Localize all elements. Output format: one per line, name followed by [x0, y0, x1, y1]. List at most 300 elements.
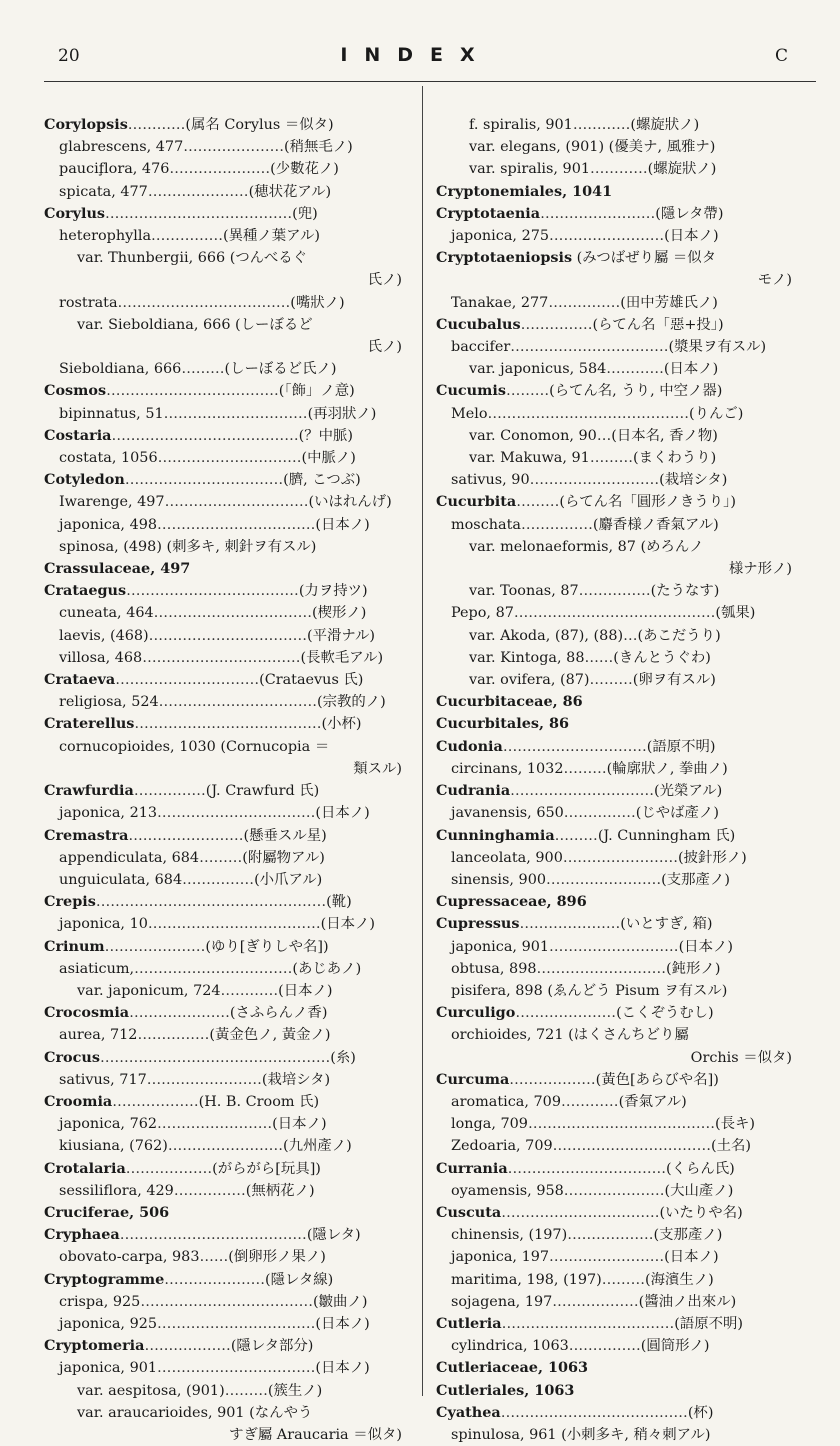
index-entry: [436, 1269, 792, 1291]
entry-gloss: (あじあノ): [292, 960, 362, 977]
index-entry: [436, 1180, 792, 1202]
entry-gloss: (宗教的ノ): [316, 694, 386, 711]
index-heading: [44, 825, 402, 847]
index-heading: [436, 713, 792, 735]
entry-gloss-continued: Orchis ＝似タ): [690, 1049, 792, 1066]
index-heading: [44, 114, 402, 136]
entry-term: Cutleriales, 1063: [436, 1381, 575, 1399]
index-entry: [436, 625, 792, 647]
dot-leader: …………………: [515, 1005, 617, 1022]
entry-term: Crepis: [44, 893, 96, 911]
entry-term: var. Akoda, (87), (88): [469, 627, 624, 644]
entry-gloss: (日本ノ): [315, 1315, 370, 1332]
entry-gloss: (平滑ナル): [306, 627, 376, 644]
dot-leader: …………………………………: [119, 1227, 307, 1244]
entry-term: Crocosmia: [44, 1004, 130, 1022]
entry-gloss: (披針形ノ): [677, 849, 747, 866]
entry-gloss: (少數花ノ): [270, 161, 339, 178]
index-entry: [44, 514, 402, 536]
entry-term: sinensis, 900: [451, 871, 547, 888]
dot-leader: ……………………………: [501, 1204, 660, 1221]
entry-gloss: (きんとうぐわ): [613, 649, 711, 666]
dot-leader: ………………: [552, 1293, 639, 1310]
dot-leader: ……………: [182, 871, 255, 888]
entry-term: Cucurbitales, 86: [436, 715, 569, 733]
index-entry: [436, 602, 792, 624]
index-entry: [436, 1091, 792, 1113]
dot-leader: ………: [601, 1271, 645, 1288]
dot-leader: ……: [199, 1249, 229, 1266]
entry-gloss-continued: 氏ノ): [367, 339, 402, 356]
entry-gloss: (さふらんノ香): [229, 1005, 328, 1022]
entry-term: Cutleriaceae, 1063: [436, 1359, 589, 1377]
entry-gloss: (属名 Corylus ＝似タ): [185, 117, 334, 133]
dot-leader: ………: [554, 827, 598, 844]
index-entry: [44, 625, 402, 647]
dot-leader: ………: [224, 1382, 268, 1399]
index-entry: [436, 469, 792, 491]
index-heading: [44, 891, 402, 913]
entry-term: var. spiralis, 901: [469, 161, 591, 178]
index-entry: [44, 136, 402, 158]
index-heading: [436, 203, 792, 225]
entry-gloss: (鈍形ノ): [666, 960, 721, 977]
entry-term: heterophylla: [59, 228, 152, 245]
entry-gloss: (稍無毛ノ): [283, 139, 353, 156]
dot-leader: …………: [220, 982, 279, 999]
index-entry: [44, 1069, 402, 1091]
index-heading: [44, 1002, 402, 1024]
entry-gloss: (輪廓狀ノ, 拳曲ノ): [606, 760, 728, 777]
entry-term: Costaria: [44, 426, 112, 444]
entry-term: japonica, 213: [59, 805, 158, 822]
index-heading: [436, 891, 792, 913]
index-entry: [44, 181, 402, 203]
dot-leader: ………………: [144, 1338, 231, 1355]
entry-gloss: (日本ノ): [272, 1116, 327, 1133]
index-heading: [436, 1357, 792, 1379]
index-heading: [44, 936, 402, 958]
entry-term: aromatica, 709: [451, 1093, 561, 1110]
entry-term: longa, 709: [451, 1116, 528, 1133]
entry-gloss: (ゆり[ぎりしや名]): [205, 938, 329, 955]
entry-term: var. Sieboldiana, 666: [77, 316, 231, 333]
index-heading: [436, 1202, 792, 1224]
dot-leader: ……………………: [167, 1138, 283, 1155]
entry-gloss: (漿果ヲ有スル): [668, 339, 767, 356]
entry-gloss: (中脈ノ): [301, 450, 356, 467]
entry-term: japonica, 901: [451, 938, 550, 955]
entry-gloss: (麝香様ノ香氣アル): [592, 516, 719, 533]
entry-gloss: (日本ノ): [315, 516, 370, 533]
entry-term: japonica, 275: [451, 228, 550, 245]
dot-leader: …………………………: [502, 738, 647, 755]
entry-term: Croomia: [44, 1092, 113, 1110]
entry-gloss: (刺多キ, 刺針ヲ有スル): [166, 538, 317, 555]
entry-gloss: (「飾」ノ意): [278, 383, 355, 400]
entry-term: Cremastra: [44, 826, 129, 844]
entry-term: sativus, 717: [59, 1071, 147, 1088]
entry-gloss: (まくわうり): [633, 450, 717, 467]
index-entry: [436, 336, 792, 358]
entry-gloss: (こくぞうむし): [616, 1005, 714, 1022]
index-entry: [44, 1135, 402, 1157]
dot-leader: ……………: [137, 1027, 210, 1044]
index-entry: [44, 602, 402, 624]
index-entry: [44, 1380, 402, 1402]
entry-term: Crataegus: [44, 582, 127, 600]
entry-gloss: (靴): [326, 894, 352, 911]
dot-leader: ………………………………: [106, 383, 279, 400]
entry-gloss: (H. B. Croom 氏): [198, 1093, 320, 1110]
entry-gloss: (支那產ノ): [661, 871, 730, 888]
index-entry: [44, 292, 402, 314]
entry-gloss: (臍, こつぶ): [283, 472, 361, 489]
entry-gloss: (めろんノ: [640, 538, 704, 555]
entry-term: Cryptotaeniopsis: [436, 249, 573, 267]
header-rule: [44, 81, 816, 82]
dot-leader: ………………………………: [126, 583, 299, 600]
entry-gloss: (倒卵形ノ果ノ): [228, 1249, 326, 1266]
index-entry: [436, 869, 792, 891]
dot-leader: …………: [606, 361, 664, 378]
dot-leader: ……………………………: [157, 1360, 316, 1377]
entry-gloss: (栽培シタ): [659, 472, 728, 489]
page-title: INDEX: [340, 44, 492, 66]
index-heading: [44, 558, 402, 580]
index-column-right: [436, 114, 792, 1446]
index-entry: [44, 536, 402, 558]
dot-leader: ……………: [151, 228, 223, 245]
entry-term: costata, 1056: [59, 450, 158, 467]
dot-leader: ………………………………: [501, 1315, 675, 1332]
entry-term: circinans, 1032: [451, 760, 564, 777]
entry-gloss: (いはれんげ): [308, 494, 392, 511]
dot-leader: …………………………………………: [95, 894, 327, 911]
column-divider: [422, 86, 423, 1396]
entry-term: Crocus: [44, 1048, 100, 1066]
entry-term: var. Makuwa, 91: [469, 450, 590, 467]
index-entry: [436, 1224, 792, 1246]
entry-gloss-continued: 類スル): [353, 760, 402, 777]
dot-leader: …………………………: [510, 783, 655, 800]
dot-leader: …: [623, 627, 638, 644]
entry-term: Sieboldiana, 666: [59, 361, 182, 378]
dot-leader: ……: [584, 649, 614, 666]
index-entry: [44, 736, 402, 780]
entry-term: Crataeva: [44, 671, 116, 689]
entry-term: var. Kintoga, 88: [469, 649, 585, 666]
entry-gloss: (みつばぜり屬 ＝似タ: [576, 250, 717, 267]
entry-term: Corylopsis: [44, 116, 128, 133]
entry-gloss: (螺旋狀ノ): [630, 117, 700, 133]
dot-leader: …: [596, 427, 612, 444]
index-entry: [436, 758, 792, 780]
dot-leader: ………: [563, 760, 607, 777]
entry-gloss: (いたりや名): [659, 1204, 743, 1221]
entry-term: Cosmos: [44, 382, 107, 400]
index-entry: [44, 869, 402, 891]
entry-term: obtusa, 898: [451, 960, 537, 977]
index-heading: [436, 1158, 792, 1180]
entry-term: Zedoaria, 709: [451, 1138, 553, 1155]
page-header: [44, 44, 788, 74]
index-heading: [44, 669, 402, 691]
entry-gloss: (圓筒形ノ): [640, 1338, 710, 1355]
entry-term: var. elegans, (901): [469, 139, 605, 156]
entry-gloss: (嘴狀ノ): [290, 294, 345, 311]
entry-gloss: (日本ノ): [664, 1249, 719, 1266]
dot-leader: …………………………………: [134, 716, 322, 733]
index-heading: [436, 913, 792, 935]
index-heading: [44, 1335, 402, 1357]
entry-gloss: (隱レタ): [306, 1227, 361, 1244]
index-entry: [436, 536, 792, 580]
entry-term: cornucopioides, 1030: [59, 738, 216, 755]
entry-gloss: (ゑんどう Pisum ヲ有スル): [547, 982, 728, 999]
index-heading: [436, 491, 792, 513]
entry-term: var. Toonas, 87: [469, 583, 579, 600]
entry-term: var. aespitosa, (901): [77, 1382, 225, 1399]
entry-gloss: (日本名, 香ノ物): [611, 427, 718, 444]
dot-leader: ……………: [578, 583, 651, 600]
entry-gloss: (簇生ノ): [267, 1382, 323, 1399]
entry-gloss-continued: 氏ノ): [367, 272, 402, 289]
entry-term: var. Conomon, 90: [469, 427, 597, 444]
index-entry: [44, 691, 402, 713]
entry-gloss: (？中脈): [298, 427, 353, 444]
dot-leader: ……………: [133, 783, 206, 800]
index-heading: [436, 314, 792, 336]
entry-gloss: (らてん名「惡+投」): [592, 316, 724, 333]
entry-gloss: (いとすぎ, 箱): [620, 916, 713, 933]
entry-term: baccifer: [451, 339, 511, 356]
index-heading: [44, 203, 402, 225]
entry-term: villosa, 468: [59, 649, 143, 666]
entry-gloss: (海濱生ノ): [644, 1271, 714, 1288]
entry-term: chinensis, (197): [451, 1227, 568, 1244]
dot-leader: ………………………: [536, 960, 667, 977]
dot-leader: …………………: [563, 1182, 665, 1199]
entry-gloss: (香氣アル): [618, 1093, 687, 1110]
entry-gloss: (小刺多キ, 稍々刺アル): [561, 1426, 711, 1443]
entry-gloss: (語原不明): [674, 1315, 744, 1332]
entry-term: Curcuma: [436, 1070, 510, 1088]
entry-gloss: (懸垂スル星): [243, 827, 327, 844]
dot-leader: ……………………: [157, 1116, 273, 1133]
dot-leader: ………………: [509, 1071, 596, 1088]
index-entry: [44, 958, 402, 980]
index-entry: [436, 514, 792, 536]
entry-term: Crawfurdia: [44, 782, 134, 800]
entry-term: Corylus: [44, 204, 106, 222]
entry-term: Cutleria: [436, 1314, 502, 1332]
entry-term: japonica, 498: [59, 516, 158, 533]
index-entry: [436, 225, 792, 247]
dot-leader: ………: [589, 672, 633, 689]
entry-term: var. araucarioides, 901: [77, 1404, 245, 1421]
entry-term: var. japonicus, 584: [469, 361, 607, 378]
dot-leader: ……………………: [146, 1071, 262, 1088]
entry-gloss: (小杯): [321, 716, 362, 733]
entry-term: Cudrania: [436, 782, 511, 800]
dot-leader: …………………: [519, 916, 621, 933]
index-entry: [436, 580, 792, 602]
entry-term: Cryptonemiales, 1041: [436, 182, 613, 200]
dot-leader: …………………………………: [527, 1116, 716, 1133]
entry-term: var. ovifera, (87): [469, 672, 590, 689]
entry-gloss: (隱レタ部分): [230, 1338, 314, 1355]
index-entry: [44, 647, 402, 669]
index-heading: [44, 1158, 402, 1180]
index-entry: [44, 447, 402, 469]
dot-leader: ……………………: [128, 827, 244, 844]
dot-leader: ………: [181, 361, 225, 378]
entry-term: Cyathea: [436, 1403, 501, 1421]
dot-leader: ………………: [112, 1093, 199, 1110]
entry-term: Cupressaceae, 896: [436, 893, 587, 911]
entry-term: unguiculata, 684: [59, 871, 183, 888]
index-entry: [44, 247, 402, 291]
index-heading: [44, 1091, 402, 1113]
entry-gloss: (卵ヲ有スル): [632, 672, 716, 689]
index-entry: [436, 114, 792, 136]
entry-gloss: (栽培シタ): [261, 1071, 331, 1088]
index-heading: [436, 736, 792, 758]
entry-gloss: (じやば產ノ): [635, 805, 719, 822]
entry-term: bipinnatus, 51: [59, 405, 164, 422]
entry-term: moschata: [451, 516, 521, 533]
entry-gloss: (異種ノ葉アル): [222, 228, 320, 245]
entry-gloss: (支那產ノ): [653, 1227, 723, 1244]
entry-term: Cryphaea: [44, 1226, 120, 1244]
index-entry: [44, 1024, 402, 1046]
entry-gloss: (附屬物アル): [242, 849, 325, 866]
index-entry: [44, 802, 402, 824]
index-heading: [436, 825, 792, 847]
entry-term: Crotalaria: [44, 1159, 126, 1177]
entry-term: japonica, 197: [451, 1249, 550, 1266]
dot-leader: …………………: [164, 1271, 266, 1288]
dot-leader: ………………: [567, 1227, 654, 1244]
dot-leader: ……………………………: [153, 605, 312, 622]
index-entry: [44, 225, 402, 247]
index-entry: [436, 669, 792, 691]
entry-gloss: (はくさんちどり屬: [568, 1027, 689, 1044]
index-entry: [44, 1402, 402, 1446]
dot-leader: …………………: [129, 1005, 230, 1022]
index-heading: [436, 1069, 792, 1091]
dot-leader: ………: [505, 383, 550, 400]
index-entry: [44, 403, 402, 425]
entry-gloss: (J. Crawfurd 氏): [205, 783, 320, 800]
dot-leader: …………: [561, 1093, 619, 1110]
entry-term: Crassulaceae, 497: [44, 560, 191, 578]
index-entry: [436, 1246, 792, 1268]
entry-term: obovato-carpa, 983: [59, 1249, 200, 1266]
dot-leader: ………………………………: [117, 294, 291, 311]
entry-term: japonica, 901: [59, 1360, 158, 1377]
entry-gloss-continued: すぎ屬 Araucaria ＝似タ): [229, 1426, 402, 1443]
entry-gloss: (日本ノ): [315, 805, 370, 822]
entry-gloss: (穂状花アル): [248, 183, 332, 200]
entry-gloss: (長軟毛アル): [300, 649, 384, 666]
entry-term: asiaticum,: [59, 960, 135, 977]
entry-gloss: (兜): [292, 205, 318, 222]
dot-leader: ……………………………: [158, 694, 317, 711]
entry-gloss: (たうなす): [650, 583, 720, 600]
entry-term: maritima, 198, (197): [451, 1271, 602, 1288]
index-entry: [44, 491, 402, 513]
dot-leader: …………: [590, 161, 648, 178]
entry-term: japonica, 10: [59, 916, 148, 933]
index-entry: [44, 1313, 402, 1335]
index-entry: [44, 1291, 402, 1313]
index-column-left: [44, 114, 402, 1446]
entry-gloss: (黃色[あらびや名]): [595, 1071, 719, 1088]
dot-leader: ………: [589, 450, 633, 467]
entry-gloss: (らてん名, うり, 中空ノ器): [549, 383, 723, 400]
dot-leader: ……………: [520, 316, 593, 333]
entry-term: Cucurbita: [436, 493, 517, 511]
dot-leader: ……………………………: [157, 805, 316, 822]
dot-leader: ……………: [520, 516, 593, 533]
entry-term: sessiliflora, 429: [59, 1182, 174, 1199]
dot-leader: ……………………………………: [487, 405, 689, 422]
dot-leader: …………: [127, 117, 186, 133]
index-heading: [44, 380, 402, 402]
index-entry: [44, 158, 402, 180]
entry-gloss: (無柄花ノ): [245, 1182, 315, 1199]
entry-term: Cunninghamia: [436, 826, 555, 844]
entry-term: glabrescens, 477: [59, 139, 184, 156]
dot-leader: ……………: [563, 805, 636, 822]
index-entry: [436, 647, 792, 669]
dot-leader: ……………………………: [148, 627, 307, 644]
dot-leader: ……………: [173, 1182, 246, 1199]
entry-term: Cruciferae, 506: [44, 1203, 170, 1221]
entry-gloss: (優美ナ, 風雅ナ): [608, 139, 716, 156]
index-entry: [436, 358, 792, 380]
entry-gloss-continued: モノ): [757, 272, 792, 289]
dot-leader: ……………………: [540, 205, 656, 222]
page-number: 20: [58, 46, 80, 66]
index-heading: [436, 691, 792, 713]
entry-gloss: (瓠果): [715, 605, 756, 622]
dot-leader: ………………………………: [140, 1293, 314, 1310]
entry-term: Cuscuta: [436, 1203, 502, 1221]
entry-term: Cryptogramme: [44, 1270, 165, 1288]
dot-leader: …………………: [147, 183, 249, 200]
entry-gloss: (Crataevus 氏): [259, 672, 364, 689]
entry-gloss: (日本ノ): [278, 982, 333, 999]
dot-leader: ………………: [125, 1160, 213, 1177]
index-entry: [44, 1246, 402, 1268]
entry-gloss-continued: 様ナ形ノ): [728, 561, 792, 578]
dot-leader: ……………………………: [134, 960, 293, 977]
entry-gloss: (日本ノ): [664, 228, 719, 245]
entry-term: Cucubalus: [436, 315, 521, 333]
index-entry: [436, 425, 792, 447]
dot-leader: …………………………………: [105, 205, 293, 222]
index-heading: [436, 247, 792, 291]
index-heading: [436, 780, 792, 802]
dot-leader: ……………………………: [142, 649, 301, 666]
entry-gloss: (あこだうり): [637, 627, 721, 644]
entry-term: Cucurbitaceae, 86: [436, 693, 583, 711]
dot-leader: ………………………: [549, 938, 679, 955]
entry-term: aurea, 712: [59, 1027, 138, 1044]
